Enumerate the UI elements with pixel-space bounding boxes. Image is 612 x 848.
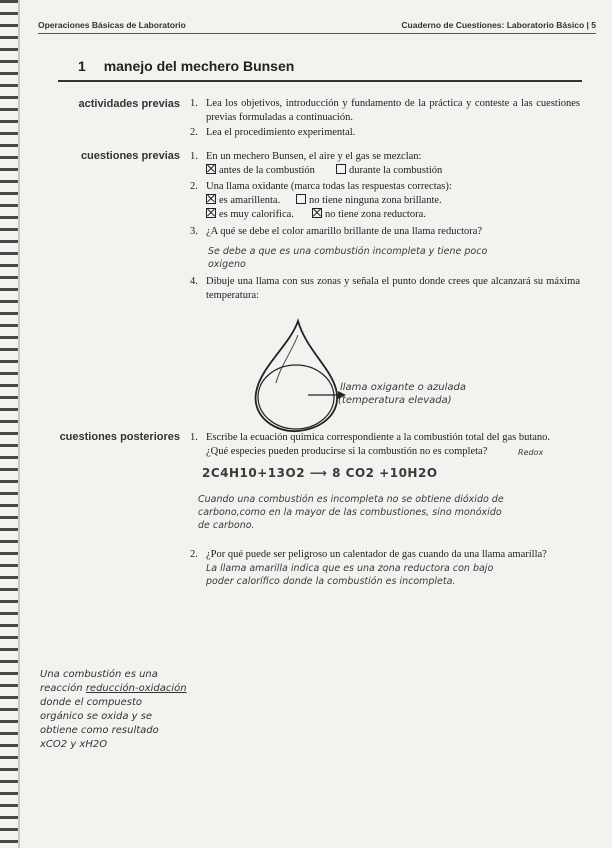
option-calorifica[interactable] [206, 208, 294, 221]
item-text: ¿Por qué puede ser peligroso un calentador de gas cuando da una llama amarilla? [206, 549, 547, 560]
option-no-reductora[interactable] [312, 208, 426, 221]
handwritten-answer: poder calorífico donde la combustión es incompleta. [206, 576, 456, 587]
spiral-binding [0, 0, 20, 848]
note-line [40, 682, 190, 696]
flame-label: llama oxigante o azulada [340, 382, 467, 393]
checkbox-unchecked[interactable] [296, 194, 306, 204]
option-label: durante la combustión [349, 165, 443, 176]
checkbox-unchecked[interactable] [336, 164, 346, 174]
label-cuestiones-previas: cuestiones previas [80, 150, 180, 162]
posterior-q1-line2 [190, 445, 510, 459]
checkbox-checked[interactable] [312, 208, 322, 218]
header-rule [38, 33, 596, 34]
label-cuestiones-posteriores: cuestiones posteriores [59, 431, 180, 443]
item-number: 3. [190, 226, 198, 237]
previa-q2 [190, 180, 580, 194]
item-number: 2. [190, 549, 198, 560]
item-number: 1. [190, 432, 198, 443]
item-number: 2. [190, 127, 198, 138]
option-label: no tiene zona reductora. [325, 209, 426, 220]
option-durante[interactable] [336, 164, 442, 177]
item-number: 1. [190, 98, 198, 109]
item-text: Dibuje una llama con sus zonas y señala el punto donde crees que alcanzará su máxima temperatura: [206, 276, 580, 301]
section-title [78, 58, 294, 74]
title-rule [58, 80, 582, 82]
previa-q1 [190, 150, 580, 164]
section-number: 1 [78, 58, 86, 74]
item-text: En un mechero Bunsen, el aire y el gas se mezclan: [206, 151, 422, 162]
checkbox-checked[interactable] [206, 208, 216, 218]
header-left: Operaciones Básicas de Laboratorio [38, 20, 186, 30]
checkbox-checked[interactable] [206, 194, 216, 204]
checkbox-checked[interactable] [206, 164, 216, 174]
flame-drawing [240, 315, 350, 435]
posterior-q2 [190, 548, 580, 562]
handwritten-answer: Cuando una combustión es incompleta no se obtiene dióxido de [198, 494, 504, 505]
actividad-item [190, 126, 580, 140]
label-actividades: actividades previas [78, 98, 180, 110]
section-title-text: manejo del mechero Bunsen [103, 58, 295, 74]
note-line: obtiene como resultado [40, 725, 159, 736]
page-header [38, 20, 596, 34]
option-antes[interactable] [206, 164, 315, 177]
handwritten-answer: Se debe a que es una combustión incompleta y tiene poco [208, 246, 488, 257]
item-number: 2. [190, 181, 198, 192]
page-edge [18, 0, 20, 848]
item-text: Una llama oxidante (marca todas las respuestas correctas): [206, 181, 452, 192]
option-label: antes de la combustión [219, 165, 315, 176]
item-text: Escribe la ecuación química correspondiente a la combustión total del gas butano. [206, 432, 551, 443]
note-line: Una combustión es una [40, 669, 158, 680]
note-line: donde el compuesto [40, 697, 143, 708]
note-text: reacción [40, 683, 86, 694]
option-ninguna-zona[interactable] [296, 194, 442, 207]
item-text: Lea el procedimiento experimental. [206, 127, 356, 138]
handwritten-answer: La llama amarilla indica que es una zona reductora con bajo [206, 563, 494, 574]
posterior-q1 [190, 431, 580, 445]
margin-note [40, 668, 190, 752]
item-text: ¿Qué especies pueden producirse si la combustión no es completa? [206, 446, 488, 457]
handwritten-answer: oxigeno [208, 259, 246, 270]
option-label: es muy calorífica. [219, 209, 294, 220]
actividad-item [190, 97, 580, 124]
item-text: Lea los objetivos, introducción y fundamento de la práctica y conteste a las cuestiones previas formuladas a continuación. [206, 98, 580, 123]
previa-q3 [190, 225, 580, 239]
header-right: Cuaderno de Cuestiones: Laboratorio Básico | 5 [401, 20, 596, 30]
flame-label: (temperatura elevada) [338, 395, 452, 406]
option-label: es amarillenta. [219, 195, 281, 206]
item-number: 1. [190, 151, 198, 162]
item-text: ¿A qué se debe el color amarillo brillante de una llama reductora? [206, 226, 483, 237]
previa-q4 [190, 275, 580, 302]
handwritten-note: Redox [518, 448, 544, 457]
note-line: orgánico se oxida y se [40, 711, 153, 722]
option-label: no tiene ninguna zona brillante. [309, 195, 442, 206]
note-line: xCO2 y xH2O [40, 739, 108, 750]
option-amarillenta[interactable] [206, 194, 280, 207]
item-number: 4. [190, 276, 198, 287]
note-underlined: reducción-oxidación [85, 683, 187, 694]
handwritten-answer: de carbono. [198, 520, 255, 531]
handwritten-equation: 2C4H10+13O2 ⟶ 8 CO2 +10H2O [202, 466, 438, 480]
handwritten-answer: carbono,como en la mayor de las combustiones, sino monóxido [198, 507, 502, 518]
